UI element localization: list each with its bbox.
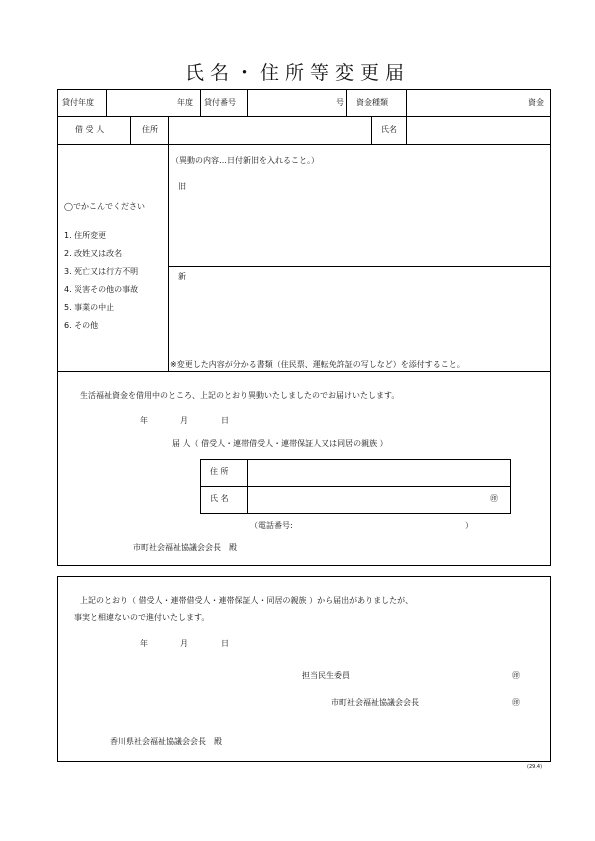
reason-item-other[interactable]: 6. その他 [64, 321, 99, 330]
loan-year-field[interactable] [108, 92, 178, 112]
declaration-statement: 生活福祉資金を借用中のところ、上記のとおり異動いたしましたのでお届けいたします。 [80, 391, 400, 400]
phone-label: （電話番号: [250, 521, 293, 530]
old-content-field[interactable] [192, 176, 542, 261]
number-suffix: 号 [336, 98, 344, 107]
fund-type-field[interactable] [408, 92, 523, 112]
forward-line-2: 事実と相違ないので進付いたします。 [74, 613, 210, 622]
notifier-address-field[interactable] [250, 462, 505, 483]
forward-date-month: 月 [180, 639, 188, 648]
fund-type-label: 資金種類 [356, 98, 388, 107]
attachment-note: ※変更した内容が分かる書類（住民票、運転免許証の写しなど）を添付すること。 [170, 360, 465, 369]
forward-addressee: 香川県社会福祉協議会会長 殿 [110, 737, 222, 746]
fund-suffix: 資金 [528, 98, 544, 107]
loan-year-label: 貸付年度 [62, 98, 94, 107]
notifier-label: 届 人（ 借受人・連帯借受人・連帯保証人又は同居の親族 ） [172, 439, 388, 448]
notifier-name-field[interactable] [250, 489, 480, 510]
new-label: 新 [178, 272, 186, 281]
forward-date-day: 日 [221, 639, 229, 648]
new-content-field[interactable] [192, 270, 542, 350]
phone-close: ） [465, 521, 473, 530]
loan-number-field[interactable] [249, 92, 329, 112]
commissioner-seal-mark: ㊞ [512, 671, 520, 680]
name-label: 氏名 [381, 125, 397, 134]
notifier-seal-mark: ㊞ [490, 494, 498, 503]
reason-item-disaster[interactable]: 4. 災害その他の事故 [64, 285, 139, 294]
old-label: 旧 [178, 182, 186, 191]
declaration-addressee: 市町社会福祉協議会会長 殿 [133, 543, 237, 552]
president-seal-mark: ㊞ [512, 698, 520, 707]
declaration-date-year: 年 [140, 416, 148, 425]
notifier-name-label: 氏 名 [210, 494, 229, 503]
borrower-label: 借 受 人 [75, 125, 105, 134]
reason-item-address[interactable]: 1. 住所変更 [64, 231, 107, 240]
notifier-address-label: 住 所 [210, 467, 229, 476]
page-title: 氏名・住所等変更届 [184, 62, 410, 84]
reason-item-business[interactable]: 5. 事業の中止 [64, 303, 115, 312]
declaration-date-day: 日 [221, 416, 229, 425]
year-suffix: 年度 [177, 98, 193, 107]
reason-instruction: ◯でかこんでください [64, 202, 145, 211]
declaration-date-month: 月 [180, 416, 188, 425]
change-header: （異動の内容…日付新旧を入れること。） [171, 156, 319, 165]
phone-field[interactable] [310, 517, 460, 533]
form-code: (29.4) [527, 764, 543, 770]
reason-item-death[interactable]: 3. 死亡又は行方不明 [64, 267, 139, 276]
forward-line-1: 上記のとおり（ 借受人・連帯借受人・連帯保証人・同居の親族 ）から届出がありましたが、 [80, 596, 414, 605]
loan-number-label: 貸付番号 [204, 98, 236, 107]
council-president-label: 市町社会福祉協議会会長 [331, 698, 419, 707]
reason-item-name[interactable]: 2. 改姓又は改名 [64, 249, 123, 258]
welfare-commissioner-label: 担当民生委員 [302, 671, 350, 680]
address-label: 住所 [142, 125, 158, 134]
borrower-name-field[interactable] [408, 119, 546, 141]
forward-date-year: 年 [140, 639, 148, 648]
borrower-address-field[interactable] [170, 119, 368, 141]
